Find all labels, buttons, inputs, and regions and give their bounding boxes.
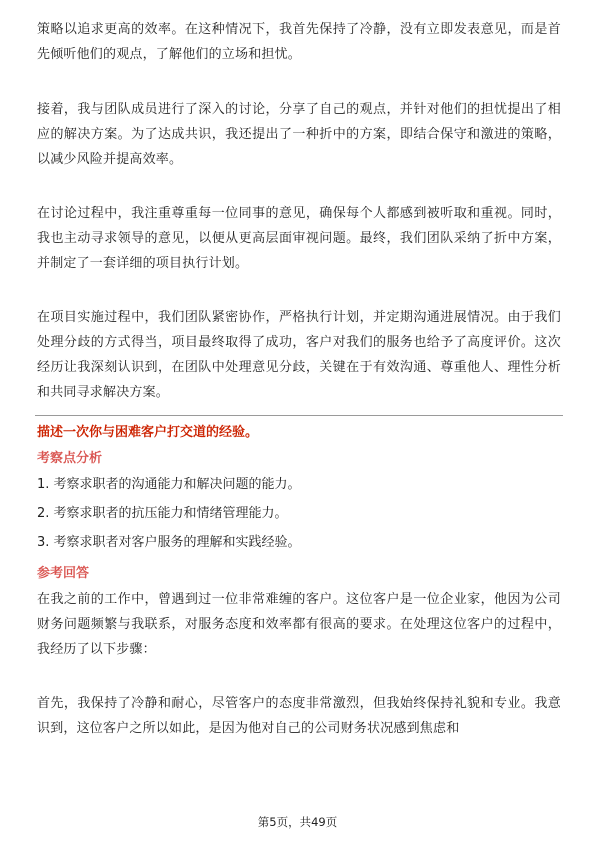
body-paragraph: 在项目实施过程中，我们团队紧密协作，严格执行计划，并定期沟通进展情况。由于我们处理分歧的方式得当，项目最终取得了成功，客户对我们的服务也给予了高度评价。这次经历让我深刻认识到，在团队中处理意见分歧，关键在于有效沟通、尊重他人、理性分析和共同寻求解决方案。: [37, 310, 561, 400]
document-page: [37, 0, 561, 741]
answer-paragraph: 在我之前的工作中，曾遇到过一位非常难缠的客户。这位客户是一位企业家，他因为公司财务问题频繁与我联系，对服务态度和效率都有很高的要求。在处理这位客户的过程中，我经历了以下步骤：: [37, 592, 561, 657]
list-item: 1. 考察求职者的沟通能力和解决问题的能力。: [37, 477, 301, 492]
answer-heading: 参考回答: [37, 566, 90, 581]
body-paragraph: 接着，我与团队成员进行了深入的讨论，分享了自己的观点，并针对他们的担忧提出了相应的解决方案。为了达成共识，我还提出了一种折中的方案，即结合保守和激进的策略，以减少风险并提高效率。: [37, 102, 561, 167]
analysis-list: [37, 470, 561, 557]
page-number: 第5页，共49页: [257, 815, 338, 829]
list-item: 3. 考察求职者对客户服务的理解和实践经验。: [37, 535, 301, 550]
body-paragraph: 策略以追求更高的效率。在这种情况下，我首先保持了冷静，没有立即发表意见，而是首先倾听他们的观点，了解他们的立场和担忧。: [37, 22, 561, 62]
question-title: 描述一次你与困难客户打交道的经验。: [37, 425, 259, 440]
answer-paragraph: 首先，我保持了冷静和耐心，尽管客户的态度非常激烈，但我始终保持礼貌和专业。我意识到，这位客户之所以如此，是因为他对自己的公司财务状况感到焦虑和: [37, 696, 561, 736]
body-paragraph: 在讨论过程中，我注重尊重每一位同事的意见，确保每个人都感到被听取和重视。同时，我也主动寻求领导的意见，以便从更高层面审视问题。最终，我们团队采纳了折中方案，并制定了一套详细的项目执行计划。: [37, 206, 561, 271]
list-item: 2. 考察求职者的抗压能力和情绪管理能力。: [37, 506, 288, 521]
analysis-heading: 考察点分析: [37, 451, 103, 466]
